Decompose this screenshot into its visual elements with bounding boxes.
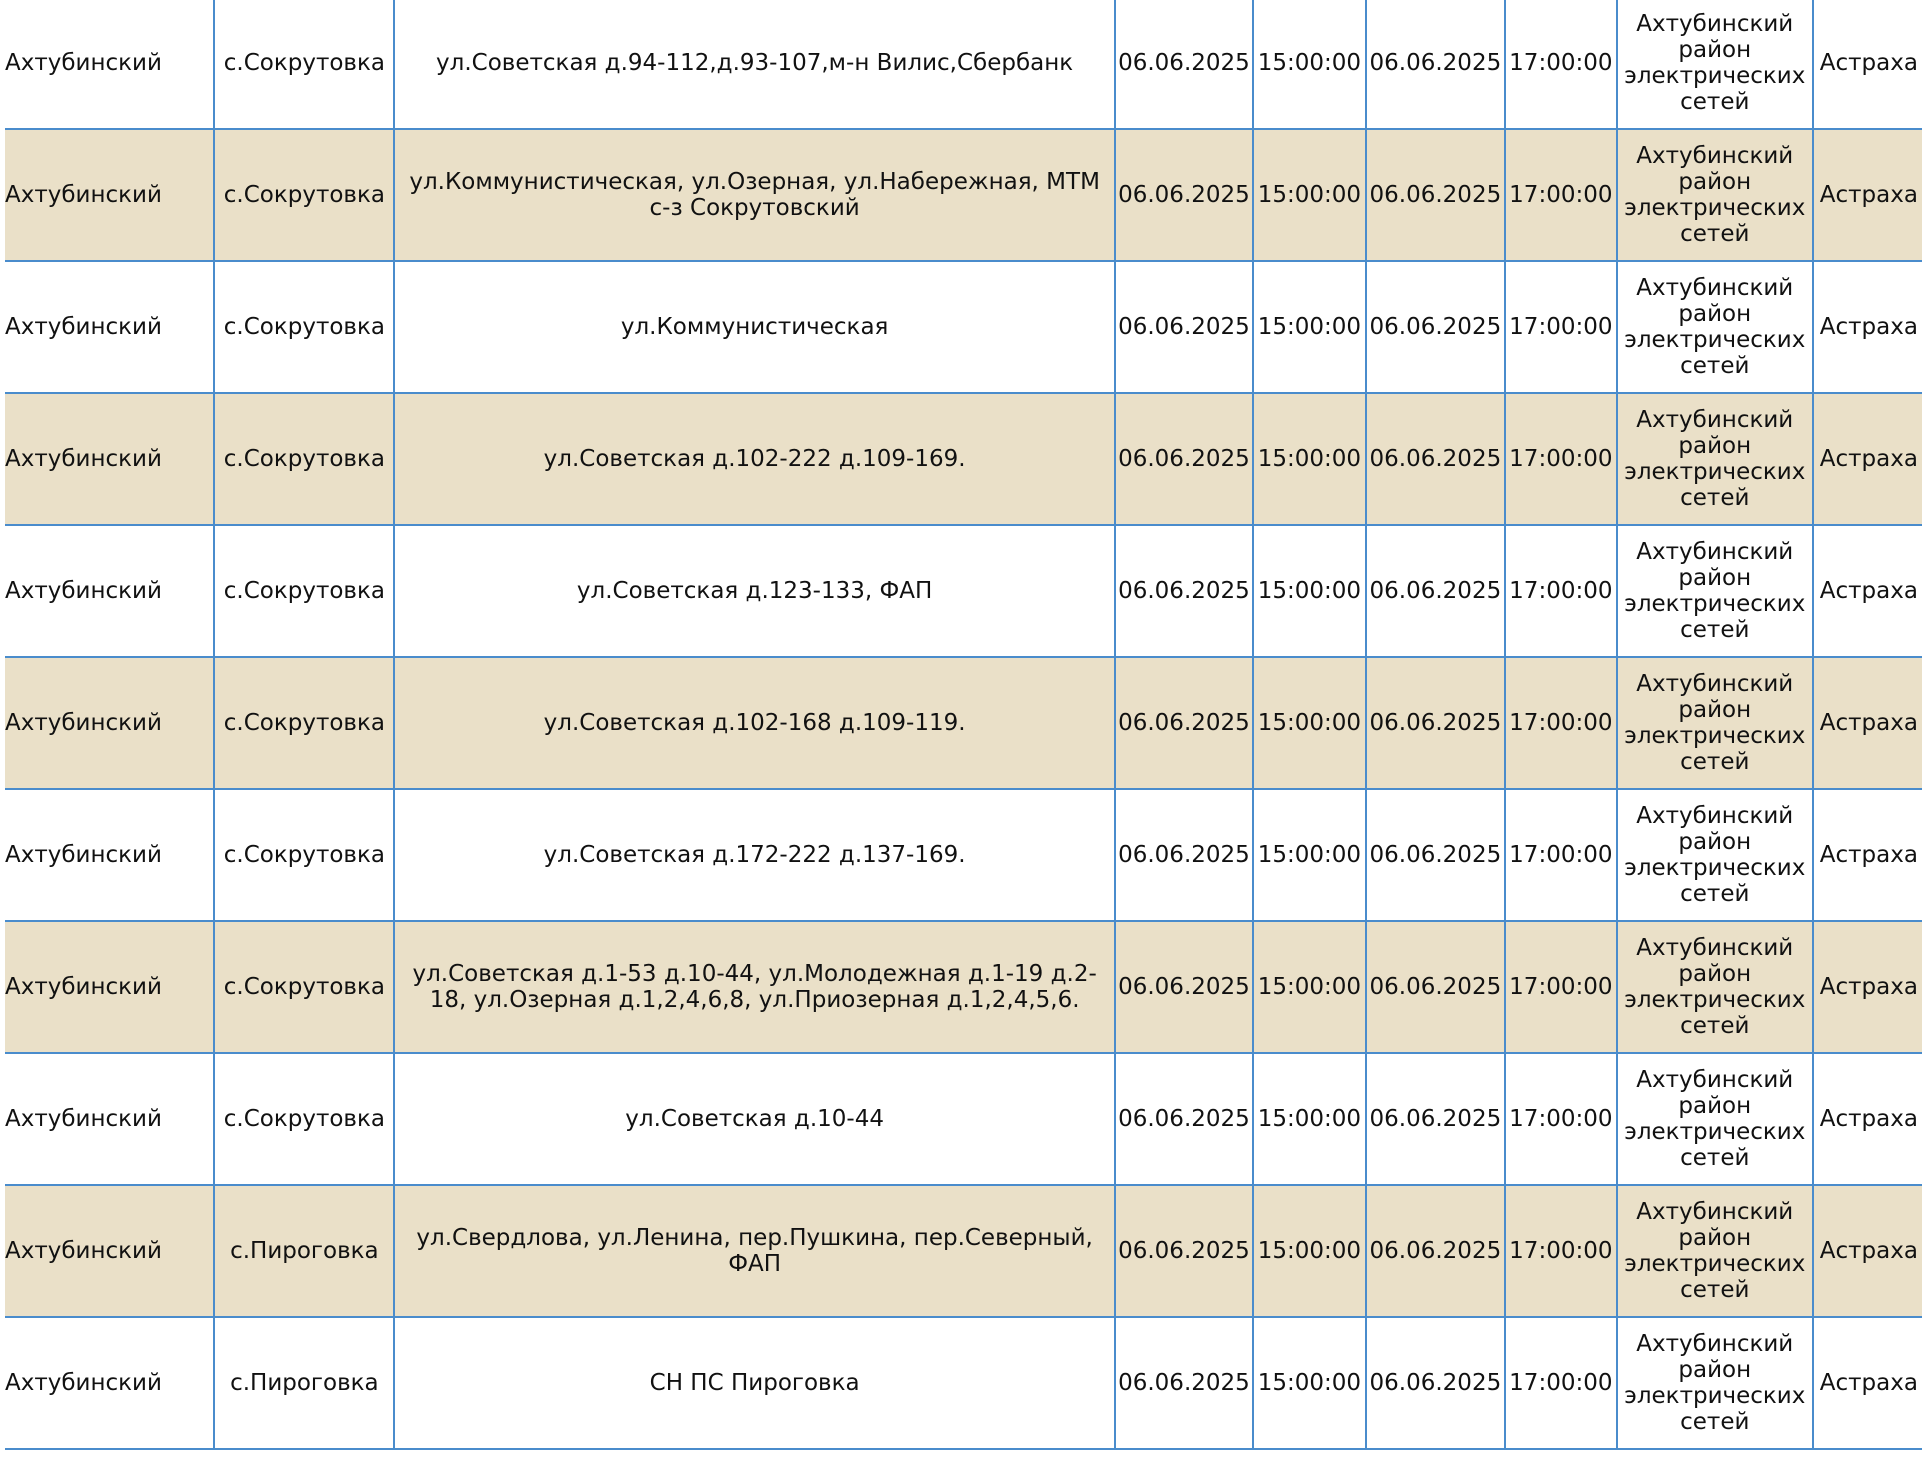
addresses-cell: ул.Коммунистическая, ул.Озерная, ул.Набережная, МТМ с-з Сокрутовский (394, 129, 1115, 261)
addresses-cell: ул.Советская д.94-112,д.93-107,м-н Вилис,Сбербанк (394, 0, 1115, 129)
addresses-cell: ул.Коммунистическая (394, 261, 1115, 393)
end-time-cell: 17:00:00 (1505, 393, 1617, 525)
end-time-cell: 17:00:00 (1505, 129, 1617, 261)
table-row (5, 921, 1922, 1053)
start-time-cell: 15:00:00 (1253, 921, 1366, 1053)
table-row (5, 525, 1922, 657)
table-row (5, 657, 1922, 789)
locality-cell: с.Сокрутовка (214, 525, 394, 657)
locality-cell: с.Сокрутовка (214, 0, 394, 129)
locality-cell: с.Пироговка (214, 1185, 394, 1317)
table-row (5, 393, 1922, 525)
organization-cell: Астраха (1813, 525, 1922, 657)
department-cell: Ахтубинский район электрических сетей (1617, 1185, 1813, 1317)
addresses-cell: ул.Советская д.102-168 д.109-119. (394, 657, 1115, 789)
end-time-cell: 17:00:00 (1505, 0, 1617, 129)
department-cell: Ахтубинский район электрических сетей (1617, 921, 1813, 1053)
start-date-cell: 06.06.2025 (1115, 1185, 1253, 1317)
district-cell: Ахтубинский (5, 789, 214, 921)
district-cell: Ахтубинский (5, 1317, 214, 1449)
start-time-cell: 15:00:00 (1253, 789, 1366, 921)
addresses-cell: ул.Советская д.123-133, ФАП (394, 525, 1115, 657)
district-cell: Ахтубинский (5, 921, 214, 1053)
start-date-cell: 06.06.2025 (1115, 657, 1253, 789)
table-row (5, 261, 1922, 393)
organization-cell: Астраха (1813, 261, 1922, 393)
locality-cell: с.Сокрутовка (214, 129, 394, 261)
organization-cell: Астраха (1813, 393, 1922, 525)
end-time-cell: 17:00:00 (1505, 1053, 1617, 1185)
district-cell: Ахтубинский (5, 0, 214, 129)
start-date-cell: 06.06.2025 (1115, 261, 1253, 393)
end-time-cell: 17:00:00 (1505, 261, 1617, 393)
locality-cell: с.Сокрутовка (214, 921, 394, 1053)
department-cell: Ахтубинский район электрических сетей (1617, 0, 1813, 129)
organization-cell: Астраха (1813, 1317, 1922, 1449)
table-row (5, 1317, 1922, 1449)
department-cell: Ахтубинский район электрических сетей (1617, 393, 1813, 525)
organization-cell: Астраха (1813, 0, 1922, 129)
start-date-cell: 06.06.2025 (1115, 129, 1253, 261)
start-time-cell: 15:00:00 (1253, 0, 1366, 129)
end-date-cell: 06.06.2025 (1366, 789, 1505, 921)
district-cell: Ахтубинский (5, 393, 214, 525)
start-date-cell: 06.06.2025 (1115, 921, 1253, 1053)
district-cell: Ахтубинский (5, 261, 214, 393)
organization-cell: Астраха (1813, 789, 1922, 921)
end-time-cell: 17:00:00 (1505, 789, 1617, 921)
end-time-cell: 17:00:00 (1505, 921, 1617, 1053)
addresses-cell: ул.Свердлова, ул.Ленина, пер.Пушкина, пер.Северный, ФАП (394, 1185, 1115, 1317)
organization-cell: Астраха (1813, 1053, 1922, 1185)
end-date-cell: 06.06.2025 (1366, 393, 1505, 525)
department-cell: Ахтубинский район электрических сетей (1617, 261, 1813, 393)
addresses-cell: ул.Советская д.172-222 д.137-169. (394, 789, 1115, 921)
end-date-cell: 06.06.2025 (1366, 525, 1505, 657)
end-time-cell: 17:00:00 (1505, 525, 1617, 657)
department-cell: Ахтубинский район электрических сетей (1617, 1053, 1813, 1185)
addresses-cell: ул.Советская д.1-53 д.10-44, ул.Молодежная д.1-19 д.2-18, ул.Озерная д.1,2,4,6,8, ул.Приозерная д.1,2,4,5,6. (394, 921, 1115, 1053)
start-time-cell: 15:00:00 (1253, 657, 1366, 789)
department-cell: Ахтубинский район электрических сетей (1617, 789, 1813, 921)
locality-cell: с.Сокрутовка (214, 393, 394, 525)
end-date-cell: 06.06.2025 (1366, 261, 1505, 393)
table-row (5, 0, 1922, 129)
locality-cell: с.Сокрутовка (214, 261, 394, 393)
end-time-cell: 17:00:00 (1505, 1317, 1617, 1449)
start-date-cell: 06.06.2025 (1115, 525, 1253, 657)
start-time-cell: 15:00:00 (1253, 393, 1366, 525)
start-time-cell: 15:00:00 (1253, 1317, 1366, 1449)
table-row (5, 1053, 1922, 1185)
department-cell: Ахтубинский район электрических сетей (1617, 129, 1813, 261)
end-date-cell: 06.06.2025 (1366, 657, 1505, 789)
district-cell: Ахтубинский (5, 525, 214, 657)
end-time-cell: 17:00:00 (1505, 1185, 1617, 1317)
start-time-cell: 15:00:00 (1253, 1053, 1366, 1185)
end-date-cell: 06.06.2025 (1366, 921, 1505, 1053)
start-time-cell: 15:00:00 (1253, 261, 1366, 393)
locality-cell: с.Сокрутовка (214, 789, 394, 921)
start-time-cell: 15:00:00 (1253, 129, 1366, 261)
end-time-cell: 17:00:00 (1505, 657, 1617, 789)
organization-cell: Астраха (1813, 1185, 1922, 1317)
department-cell: Ахтубинский район электрических сетей (1617, 525, 1813, 657)
table-row (5, 1185, 1922, 1317)
district-cell: Ахтубинский (5, 657, 214, 789)
addresses-cell: ул.Советская д.10-44 (394, 1053, 1115, 1185)
start-date-cell: 06.06.2025 (1115, 1317, 1253, 1449)
department-cell: Ахтубинский район электрических сетей (1617, 1317, 1813, 1449)
department-cell: Ахтубинский район электрических сетей (1617, 657, 1813, 789)
end-date-cell: 06.06.2025 (1366, 1185, 1505, 1317)
table-row (5, 129, 1922, 261)
end-date-cell: 06.06.2025 (1366, 1317, 1505, 1449)
organization-cell: Астраха (1813, 129, 1922, 261)
end-date-cell: 06.06.2025 (1366, 0, 1505, 129)
organization-cell: Астраха (1813, 921, 1922, 1053)
table-row (5, 789, 1922, 921)
locality-cell: с.Сокрутовка (214, 1053, 394, 1185)
start-date-cell: 06.06.2025 (1115, 393, 1253, 525)
end-date-cell: 06.06.2025 (1366, 1053, 1505, 1185)
organization-cell: Астраха (1813, 657, 1922, 789)
end-date-cell: 06.06.2025 (1366, 129, 1505, 261)
locality-cell: с.Сокрутовка (214, 657, 394, 789)
district-cell: Ахтубинский (5, 129, 214, 261)
district-cell: Ахтубинский (5, 1185, 214, 1317)
locality-cell: с.Пироговка (214, 1317, 394, 1449)
outage-table-body (5, 0, 1922, 1449)
start-time-cell: 15:00:00 (1253, 1185, 1366, 1317)
addresses-cell: СН ПС Пироговка (394, 1317, 1115, 1449)
start-date-cell: 06.06.2025 (1115, 0, 1253, 129)
district-cell: Ахтубинский (5, 1053, 214, 1185)
addresses-cell: ул.Советская д.102-222 д.109-169. (394, 393, 1115, 525)
start-date-cell: 06.06.2025 (1115, 789, 1253, 921)
start-date-cell: 06.06.2025 (1115, 1053, 1253, 1185)
outage-table (5, 0, 1922, 1450)
start-time-cell: 15:00:00 (1253, 525, 1366, 657)
